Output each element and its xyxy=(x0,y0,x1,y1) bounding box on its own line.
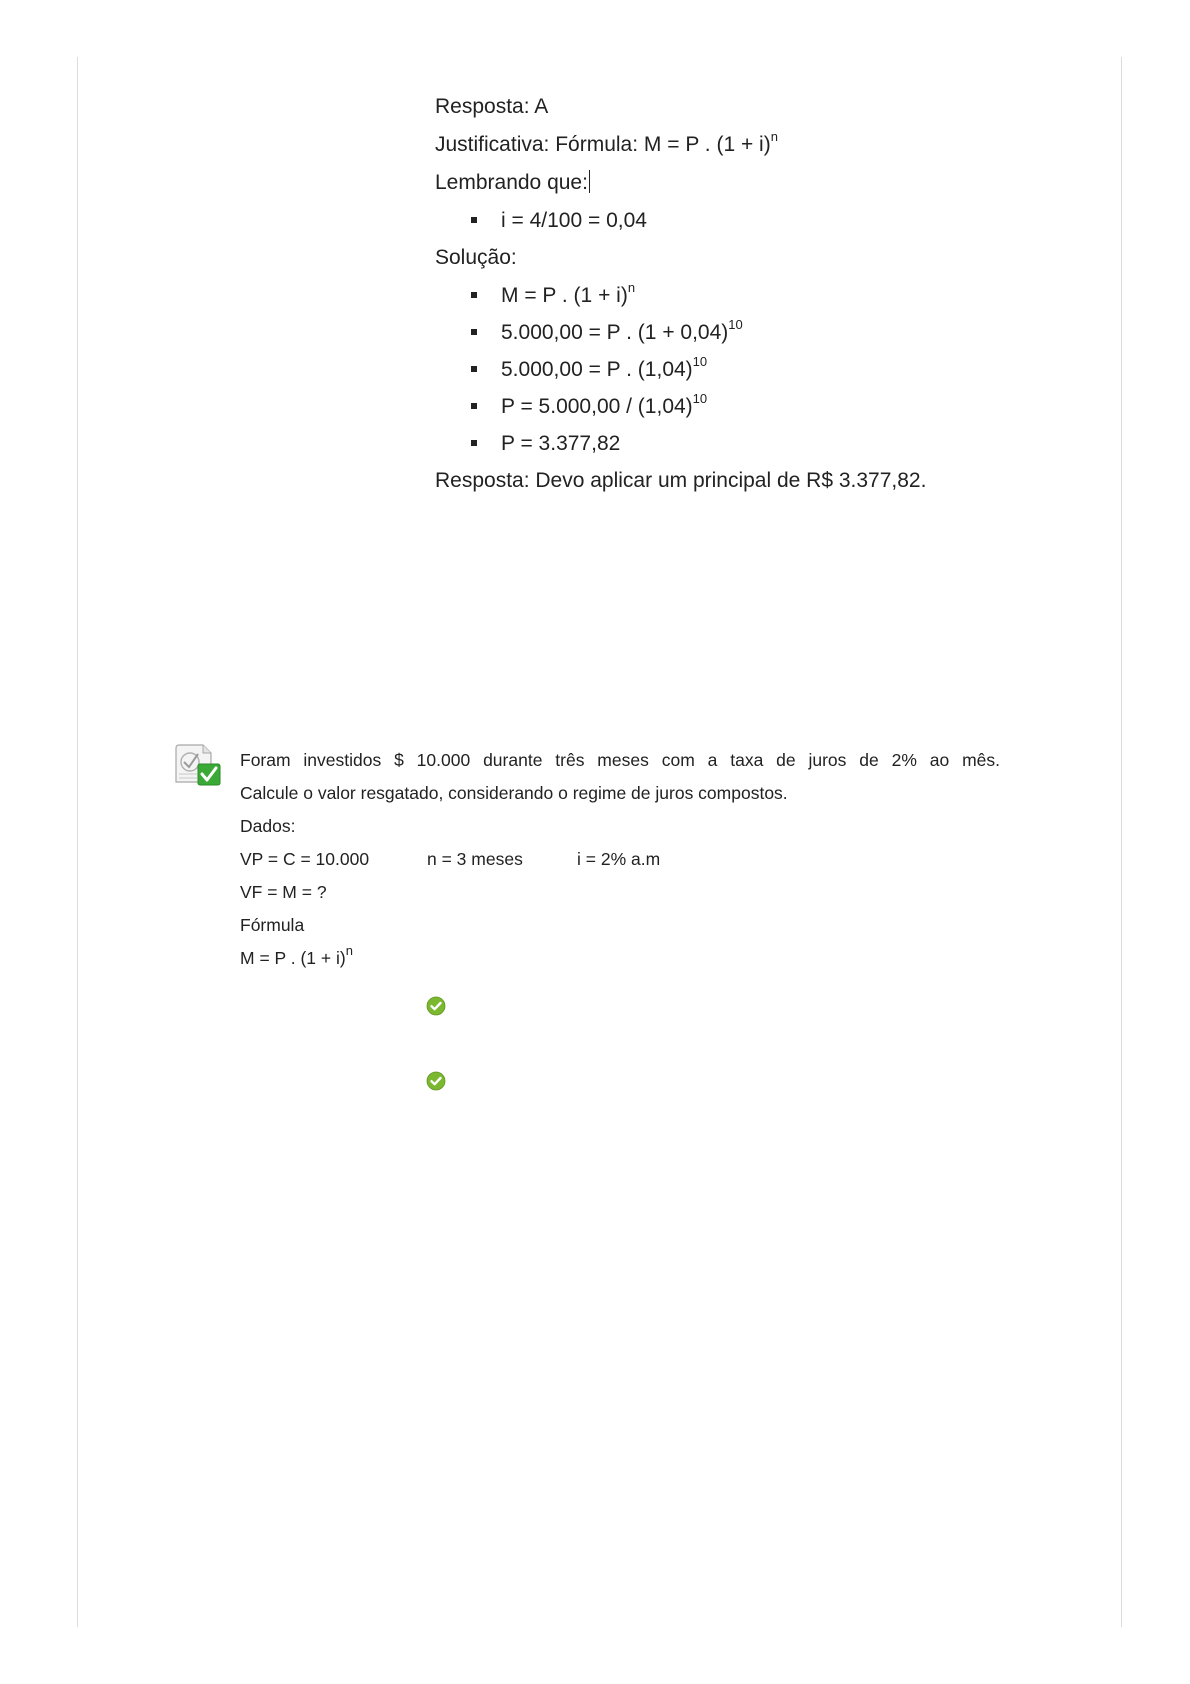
solution-step: M = P . $(1 + i)^n$ xyxy=(435,277,1055,314)
formula: M = P . $(1 + i)^n$ xyxy=(240,943,353,968)
data-label: Dados: xyxy=(240,816,296,836)
period-count: n = 3 meses xyxy=(427,849,523,869)
data-values xyxy=(240,843,1000,876)
left-page-border xyxy=(77,57,78,1627)
solution-step: $P = 5.000,00 / (1,04)^{10}$ xyxy=(435,388,1055,425)
solution-step: 5.000,00 = P . $(1,04)^{10}$ xyxy=(435,351,1055,388)
formula-label: Fórmula xyxy=(240,915,305,935)
answer-letter: Resposta: A xyxy=(435,95,549,118)
reminder-heading: Lembrando que: xyxy=(435,171,588,194)
bullet-icon xyxy=(471,217,477,223)
justification: Justificativa: Fórmula: M = P . $(1 + i)^n$ xyxy=(435,129,778,156)
solution-step: P = 3.377,82 xyxy=(435,425,1055,462)
future-value: VF = M = ? xyxy=(240,882,327,902)
question-correct-icon xyxy=(173,742,223,788)
reminder-item: i = 4/100 = 0,04 xyxy=(435,202,1055,239)
final-answer: Resposta: Devo aplicar um principal de R$ 3.377,82. xyxy=(435,469,927,492)
present-value: VP = C = 10.000 xyxy=(240,849,370,869)
text-caret xyxy=(589,170,590,193)
bullet-icon xyxy=(471,329,477,335)
right-page-border xyxy=(1121,57,1122,1627)
solution-heading: Solução: xyxy=(435,246,517,269)
bullet-icon xyxy=(471,366,477,372)
check-circle-icon xyxy=(426,996,446,1016)
interest-rate: i = 2% a.m xyxy=(577,849,661,869)
question-block xyxy=(240,744,1000,975)
answer-explanation xyxy=(435,88,1055,500)
question-text: Foram investidos $ 10.000 durante três meses com a taxa de juros de 2% ao mês. xyxy=(240,750,1000,770)
bullet-icon xyxy=(471,292,477,298)
bullet-icon xyxy=(471,440,477,446)
solution-step: 5.000,00 = P . $(1 + 0,04)^{10}$ xyxy=(435,314,1055,351)
question-text: Calcule o valor resgatado, considerando o regime de juros compostos. xyxy=(240,783,788,803)
check-circle-icon xyxy=(426,1071,446,1091)
bullet-icon xyxy=(471,403,477,409)
